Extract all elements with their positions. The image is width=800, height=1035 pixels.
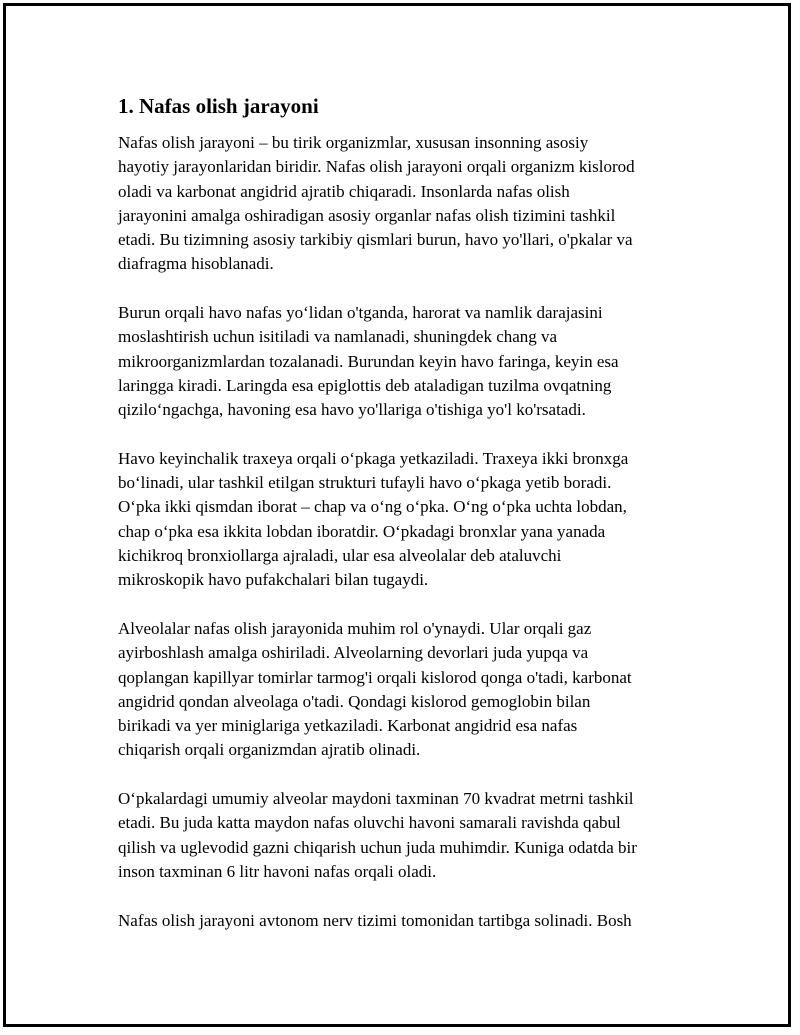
paragraph-line: bo‘linadi, ular tashkil etilgan strukturi tufayli havo o‘pkaga yetib boradi.: [118, 473, 612, 493]
paragraph-line: etadi. Bu tizimning asosiy tarkibiy qismlari burun, havo yo'llari, o'pkalar va: [118, 230, 633, 250]
paragraph-line: hayotiy jarayonlaridan biridir. Nafas olish jarayoni orqali organizm kislorod: [118, 157, 635, 177]
paragraph-line: diafragma hisoblanadi.: [118, 254, 274, 274]
section-title: 1. Nafas olish jarayoni: [118, 94, 319, 118]
paragraph-line: Nafas olish jarayoni avtonom nerv tizimi tomonidan tartibga solinadi. Bosh: [118, 910, 632, 930]
paragraph-line: qizilo‘ngachga, havoning esa havo yo'llariga o'tishiga yo'l ko'rsatadi.: [118, 400, 586, 420]
paragraph-line: chiqarish orqali organizmdan ajratib olinadi.: [118, 740, 421, 760]
paragraph-list: [118, 131, 688, 933]
paragraph: [118, 909, 688, 933]
paragraph-line: oladi va karbonat angidrid ajratib chiqaradi. Insonlarda nafas olish: [118, 181, 570, 201]
paragraph-line: qilish va uglevodid gazni chiqarish uchun juda muhimdir. Kuniga odatda bir: [118, 837, 637, 857]
paragraph-line: moslashtirish uchun isitiladi va namlanadi, shuningdek chang va: [118, 327, 558, 347]
paragraph: [118, 447, 688, 593]
document-body: [118, 92, 688, 957]
paragraph-line: O‘pka ikki qismdan iborat – chap va o‘ng o‘pka. O‘ng o‘pka uchta lobdan,: [118, 497, 627, 517]
paragraph-line: etadi. Bu juda katta maydon nafas oluvchi havoni samarali ravishda qabul: [118, 813, 621, 833]
paragraph: [118, 617, 688, 763]
paragraph-line: chap o‘pka esa ikkita lobdan iboratdir. O‘pkadagi bronxlar yana yanada: [118, 521, 606, 541]
paragraph-line: inson taxminan 6 litr havoni nafas orqali oladi.: [118, 861, 437, 881]
paragraph-line: qoplangan kapillyar tomirlar tarmog'i orqali kislorod qonga o'tadi, karbonat: [118, 667, 632, 687]
paragraph-line: kichikroq bronxiollarga ajraladi, ular esa alveolalar deb ataluvchi: [118, 546, 562, 566]
paragraph-line: jarayonini amalga oshiradigan asosiy organlar nafas olish tizimini tashkil: [118, 205, 616, 225]
paragraph-line: Alveolalar nafas olish jarayonida muhim rol o'ynaydi. Ular orqali gaz: [118, 618, 592, 638]
paragraph-line: ayirboshlash amalga oshiriladi. Alveolarning devorlari juda yupqa va: [118, 643, 589, 663]
paragraph-line: mikroskopik havo pufakchalari bilan tugaydi.: [118, 570, 429, 590]
paragraph-line: Nafas olish jarayoni – bu tirik organizmlar, xususan insonning asosiy: [118, 133, 589, 152]
paragraph-line: angidrid qondan alveolaga o'tadi. Qondagi kislorod gemoglobin bilan: [118, 691, 591, 711]
paragraph: [118, 301, 688, 422]
paragraph: [118, 131, 688, 277]
paragraph-line: mikroorganizmlardan tozalanadi. Burundan keyin havo faringa, keyin esa: [118, 351, 619, 371]
paragraph-line: Havo keyinchalik traxeya orqali o‘pkaga yetkaziladi. Traxeya ikki bronxga: [118, 448, 629, 468]
paragraph-line: O‘pkalardagi umumiy alveolar maydoni taxminan 70 kvadrat metrni tashkil: [118, 789, 634, 809]
paragraph-line: Burun orqali havo nafas yo‘lidan o'tganda, harorat va namlik darajasini: [118, 303, 603, 323]
paragraph-line: birikadi va yer miniglariga yetkaziladi. Karbonat angidrid esa nafas: [118, 716, 578, 736]
paragraph: [118, 787, 688, 884]
paragraph-line: laringga kiradi. Laringda esa epiglottis deb ataladigan tuzilma ovqatning: [118, 375, 612, 395]
